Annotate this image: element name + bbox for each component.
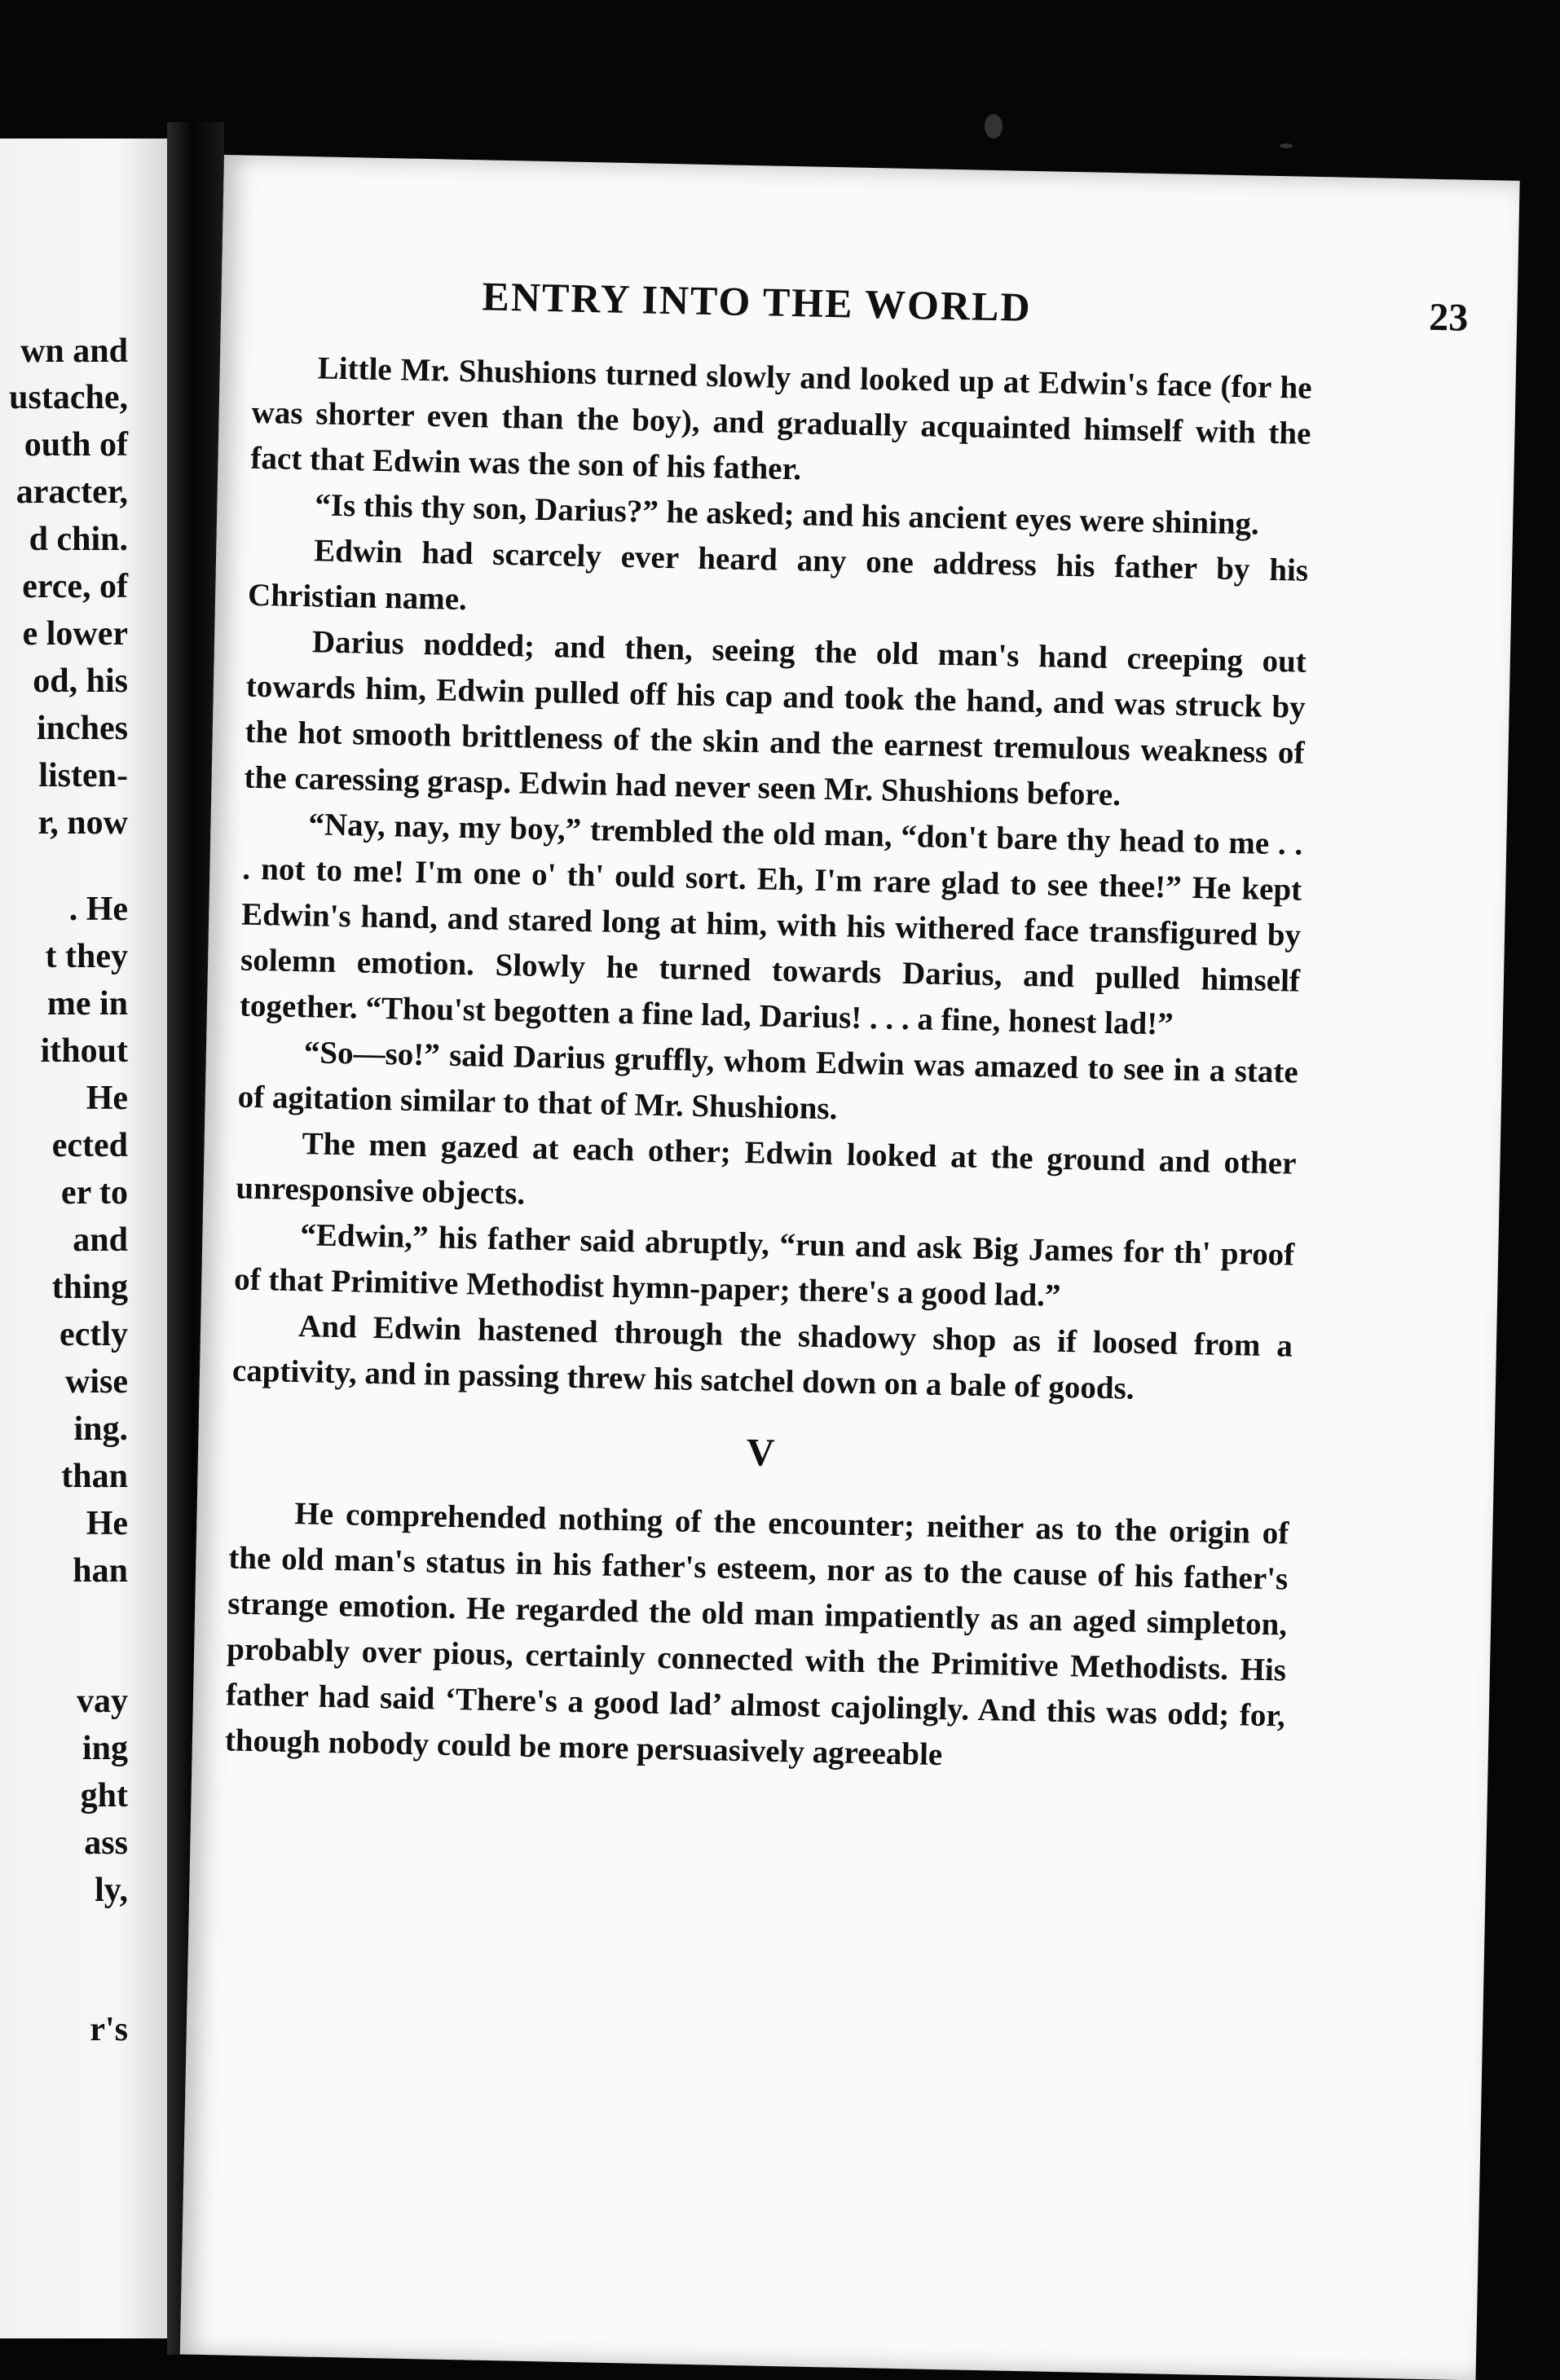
- running-title: ENTRY INTO THE WORLD: [482, 273, 1033, 330]
- facing-page-fragment: . He: [68, 891, 128, 928]
- facing-page-fragment: me in: [46, 985, 128, 1023]
- paragraph: Little Mr. Shushions turned slowly and looked up at Edwin's face (for he was shorter even than the boy), and gradually acquainted himself with the fact that Edwin was the son of his father.: [250, 350, 1312, 487]
- facing-page-fragment: ectly: [59, 1316, 128, 1353]
- facing-page-fragment: outh of: [24, 426, 128, 464]
- facing-page-fragment: r's: [90, 2011, 128, 2048]
- paragraph: “Edwin,” his father said abruptly, “run and ask Big James for th' proof of that Primitive Methodist hymn-paper; there's a good lad.”: [233, 1217, 1295, 1313]
- facing-page-fragment: listen-: [38, 757, 128, 794]
- facing-page-fragment: wn and: [20, 332, 128, 370]
- paragraph: Darius nodded; and then, seeing the old man's hand creeping out towards him, Edwin pulled off his cap and took the hand, and was struck by the hot smooth brittleness of the skin and the earnest tremulous weakness of the caressing grasp. Edwin had never seen Mr. Shushions before.: [244, 624, 1307, 813]
- facing-page-fragment: r, now: [37, 804, 128, 842]
- paragraph: “Is this thy son, Darius?” he asked; and his ancient eyes were shining.: [314, 487, 1260, 542]
- facing-page-fragment: d chin.: [29, 521, 128, 558]
- body-text: [224, 345, 1312, 1785]
- paragraph: Edwin had scarcely ever heard any one address his father by his Christian name.: [247, 533, 1309, 618]
- facing-page-fragment: e lower: [22, 615, 128, 653]
- paragraph: And Edwin hastened through the shadowy shop as if loosed from a captivity, and in passing threw his satchel down on a bale of goods.: [231, 1309, 1293, 1406]
- page-number: 23: [1428, 295, 1469, 340]
- book-page: [180, 155, 1520, 2380]
- dust-speck: [985, 114, 1003, 139]
- facing-page-fragment: ustache,: [9, 379, 128, 416]
- facing-page-fragment: aracter,: [15, 473, 128, 511]
- facing-page-fragment: He: [86, 1505, 128, 1542]
- facing-page-fragment: t they: [45, 938, 128, 975]
- facing-page-fragment: ly,: [95, 1872, 128, 1909]
- facing-page-fragment: thing: [51, 1269, 128, 1306]
- facing-page-fragment: inches: [36, 710, 128, 747]
- facing-page-fragment: od, his: [33, 662, 128, 700]
- paragraph: He comprehended nothing of the encounter; neither as to the origin of the old man's status in his father's esteem, nor as to the cause of his father's strange emotion. He regarded the old man impatiently as an aged simpleton, probably over pious, certainly connected with the Primitive Methodists. His father had said ‘There's a good lad’ almost cajolingly. And this was odd; for, though nobody could be more persuasively agreeable: [224, 1496, 1289, 1773]
- facing-page-fragment: er to: [60, 1174, 128, 1212]
- facing-page-fragment: ected: [51, 1127, 128, 1164]
- paragraph: “So—so!” said Darius gruffly, whom Edwin was amazed to see in a state of agitation similar to that of Mr. Shushions.: [237, 1035, 1299, 1127]
- facing-page-fragment: ing.: [73, 1410, 128, 1448]
- dust-speck: [1280, 143, 1293, 148]
- facing-page-fragment: than: [61, 1458, 128, 1495]
- paragraph: “Nay, nay, my boy,” trembled the old man, “don't bare thy head to me . . . not to me! I'm one o' th' ould sort. Eh, I'm rare glad to see thee!” He kept Edwin's hand, and stared long at him, with his withered face transfigured by solemn emotion. Slowly he turned towards Darius, and pulled himself together. “Thou'st begotten a fine lad, Darius! . . . a fine, honest lad!”: [239, 807, 1303, 1042]
- page-header: [221, 267, 1518, 342]
- facing-page-fragment: ithout: [40, 1032, 128, 1070]
- facing-page-fragment: and: [73, 1221, 128, 1259]
- facing-page: [0, 139, 167, 2338]
- facing-page-fragment: ass: [84, 1824, 128, 1862]
- facing-page-fragment: ing: [82, 1730, 128, 1767]
- facing-page-fragment: erce, of: [22, 568, 128, 605]
- facing-page-fragment: vay: [77, 1683, 128, 1720]
- facing-page-fragment: He: [86, 1080, 128, 1117]
- facing-page-fragment: han: [73, 1552, 128, 1590]
- section-number: V: [746, 1431, 776, 1475]
- paragraph: The men gazed at each other; Edwin looked at the ground and other unresponsive objects.: [236, 1126, 1297, 1212]
- facing-page-fragment: wise: [65, 1363, 128, 1401]
- facing-page-fragment: ght: [80, 1777, 128, 1815]
